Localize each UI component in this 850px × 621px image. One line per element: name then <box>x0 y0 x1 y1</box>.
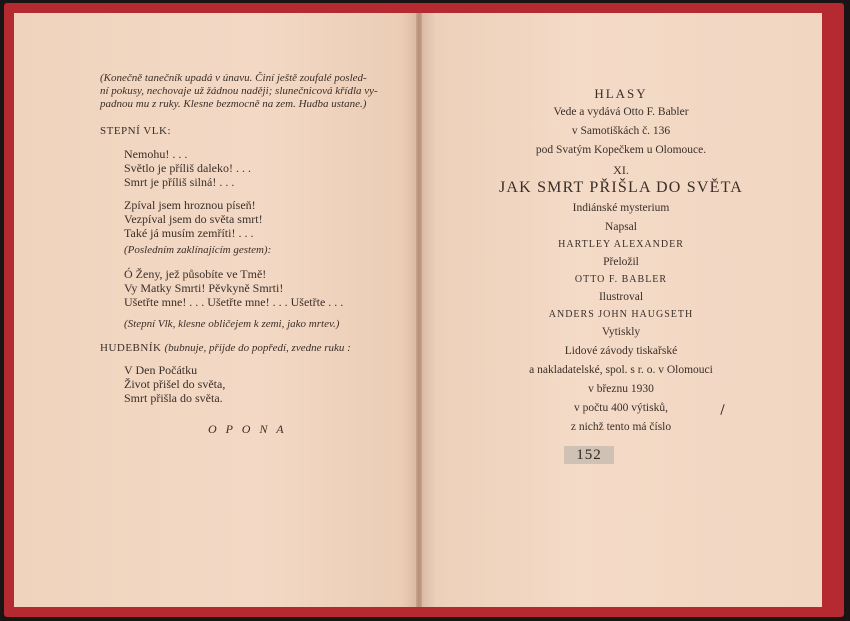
printer-line: z nichž tento má číslo <box>570 421 672 433</box>
verse-line: Smrt přišla do světa. <box>124 391 223 405</box>
verse-line: Život přišel do světa, <box>124 377 226 391</box>
verse-line: Také já musím zemříti! . . . <box>124 226 254 240</box>
stage-direction: (Stepní Vlk, klesne obličejem k zemi, jako mrtev.) <box>124 318 340 330</box>
verse-line: Vezpíval jsem do světa smrt! <box>124 212 263 226</box>
publisher-line: v Samotiškách č. 136 <box>571 125 671 137</box>
printer-line: a nakladatelské, spol. s r. o. v Olomouci <box>529 364 713 376</box>
verse-line: Vy Matky Smrti! Pěvkyně Smrti! <box>124 281 284 295</box>
wrote-label: Napsal <box>605 221 637 233</box>
printer-line: v počtu 400 výtisků, <box>574 402 668 414</box>
speaker-hudebnik: HUDEBNÍK <box>100 342 162 354</box>
curtain-text: O P O N A <box>208 422 287 436</box>
stage-direction: (Posledním zaklínajícím gestem): <box>124 244 272 256</box>
speaker-line-hudebnik <box>100 340 351 355</box>
printer-line: v březnu 1930 <box>588 383 654 395</box>
illustrated-label: Ilustroval <box>598 291 644 303</box>
stage-direction-line: (Konečně tanečník upadá v únavu. Činí ještě zoufalé posled- <box>100 72 367 84</box>
verse-line: Ó Ženy, jež působíte ve Tmě! <box>124 267 267 281</box>
series-title: HLASY <box>594 86 648 101</box>
stage-direction-line: padnou mu z ruky. Klesne bezmocně na zem. Hudba ustane.) <box>100 98 367 110</box>
verse-line: Zpíval jsem hroznou píseň! <box>124 198 256 212</box>
verse-line: Světlo je příliš daleko! . . . <box>124 161 251 175</box>
speaker-stepni-vlk: STEPNÍ VLK: <box>100 125 171 137</box>
book-title: JAK SMRT PŘIŠLA DO SVĚTA <box>498 179 744 196</box>
publisher-line: pod Svatým Kopečkem u Olomouce. <box>535 144 707 156</box>
stage-direction: (bubnuje, přijde do popředí, zvedne ruku : <box>164 342 351 354</box>
printed-label: Vytiskly <box>601 326 641 338</box>
volume-number: XI. <box>613 163 629 177</box>
verse-line: V Den Počátku <box>124 363 198 377</box>
printer-line: Lidové závody tiskařské <box>564 345 678 357</box>
verse-line: Nemohu! . . . <box>124 147 188 161</box>
illustrator-name: ANDERS JOHN HAUGSETH <box>548 309 694 320</box>
verse-line: Ušetřte mne! . . . Ušetřte mne! . . . Ušetřte . . . <box>124 295 344 309</box>
verse-line: Smrt je příliš silná! . . . <box>124 175 235 189</box>
author-name: HARTLEY ALEXANDER <box>558 239 684 250</box>
stage-direction-line: ní pokusy, nechovaje už žádnou naději; slunečnicová křídla vy- <box>100 85 378 97</box>
copy-number-stamp: 152 <box>564 446 614 464</box>
publisher-line: Vede a vydává Otto F. Babler <box>553 106 689 118</box>
subtitle: Indiánské mysterium <box>572 202 670 214</box>
translated-label: Přeložil <box>603 256 639 268</box>
translator-name: OTTO F. BABLER <box>574 274 668 285</box>
